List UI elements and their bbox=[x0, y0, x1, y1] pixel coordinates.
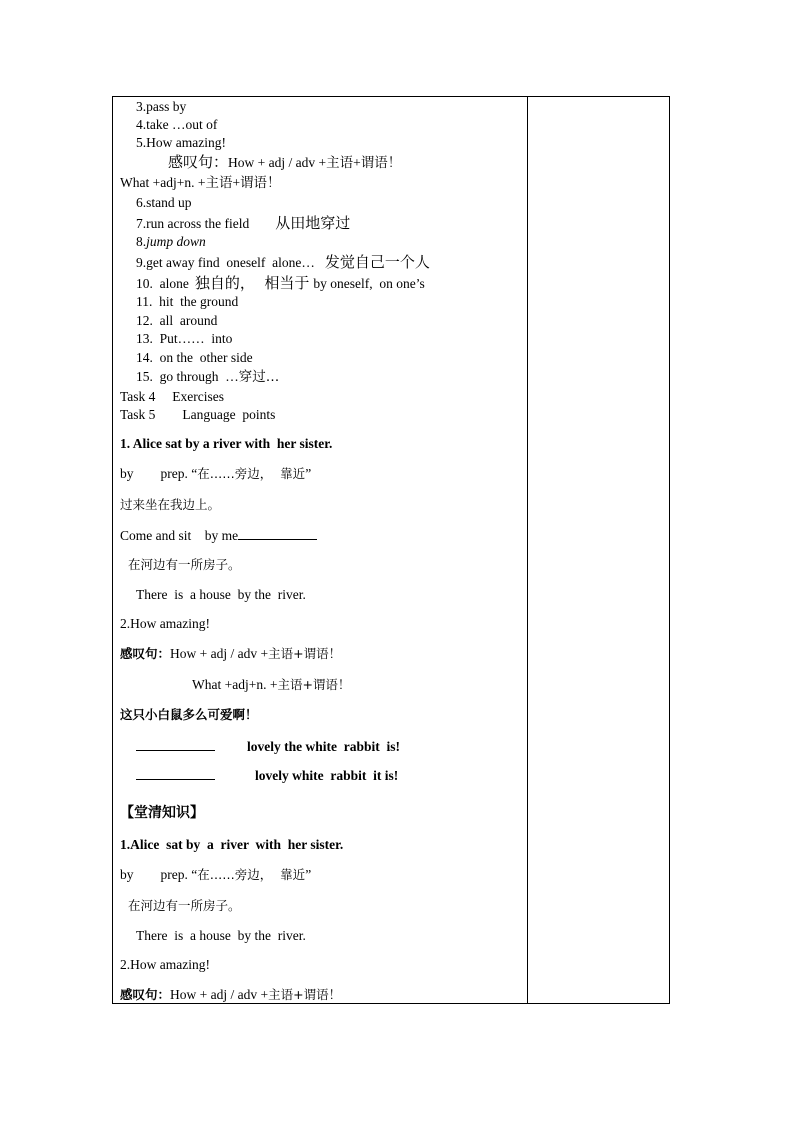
fill-blank-1[interactable] bbox=[136, 738, 215, 751]
item-8-text: jump down bbox=[146, 234, 206, 249]
exclaim2-what-en: What +adj+n. + bbox=[192, 677, 278, 692]
item-6: 6.stand up bbox=[136, 195, 192, 210]
exclaim-what-line: What +adj+n. +主语+谓语！ bbox=[120, 175, 281, 190]
come-sit-text: Come and sit by me bbox=[120, 528, 239, 543]
section-point-1-title: 1.Alice sat by a river with her sister. bbox=[120, 837, 344, 852]
come-sit-en bbox=[120, 527, 317, 544]
section-by-definition bbox=[120, 867, 311, 883]
mouse-sentence-cn: 这只小白鼠多么可爱啊！ bbox=[120, 707, 258, 722]
section-exclaim-tail: 主语+谓语！ bbox=[268, 987, 342, 1002]
item-10-num: 10. alone bbox=[136, 276, 189, 291]
by-definition bbox=[120, 466, 311, 482]
item-15-en: 15. go through … bbox=[136, 369, 239, 384]
item-7-en: 7.run across the field bbox=[136, 216, 250, 231]
item-9 bbox=[136, 254, 430, 271]
fill-text-1: lovely the white rabbit is! bbox=[247, 739, 400, 754]
exclaim2-what-cn: 主语+谓语！ bbox=[277, 677, 351, 692]
house-en: There is a house by the river. bbox=[136, 587, 306, 602]
item-9-en: 9.get away find oneself alone… bbox=[136, 255, 315, 270]
section-house-cn: 在河边有一所房子。 bbox=[128, 898, 241, 913]
fill-line-2 bbox=[136, 767, 398, 784]
item-7-cn: 从田地穿过 bbox=[275, 214, 351, 232]
item-7 bbox=[136, 215, 350, 232]
section-title: 【堂清知识】 bbox=[120, 805, 204, 821]
item-15 bbox=[136, 369, 279, 385]
item-3: 3.pass by bbox=[136, 99, 187, 114]
section-by-en: by prep. “ bbox=[120, 867, 198, 882]
item-8 bbox=[136, 234, 206, 250]
exclaim-how-formula-2 bbox=[120, 646, 341, 662]
item-15-cn: 穿过… bbox=[238, 369, 280, 385]
point-1-title: 1. Alice sat by a river with her sister. bbox=[120, 436, 333, 451]
fill-line-1 bbox=[136, 738, 400, 755]
section-point-2-title: 2.How amazing! bbox=[120, 957, 210, 972]
exclaim-how-label: 感叹句： bbox=[168, 153, 229, 171]
item-9-cn: 发觉自己一个人 bbox=[324, 253, 430, 271]
fill-blank-2[interactable] bbox=[136, 767, 215, 780]
item-10-en: by oneself, on one’s bbox=[313, 276, 425, 291]
item-11: 11. hit the ground bbox=[136, 294, 239, 309]
task-4: Task 4 Exercises bbox=[120, 389, 225, 404]
item-10-cn: 独自的， 相当于 bbox=[194, 274, 310, 292]
by-definition-end: ” bbox=[305, 466, 312, 481]
exclaim-how-line bbox=[168, 154, 401, 171]
section-house-en: There is a house by the river. bbox=[136, 928, 306, 943]
task-5: Task 5 Language points bbox=[120, 407, 276, 422]
come-sit-cn: 过来坐在我边上。 bbox=[120, 497, 221, 512]
item-8-num: 8. bbox=[136, 234, 147, 249]
fill-text-2: lovely white rabbit it is! bbox=[255, 768, 399, 783]
exclaim-what-formula-2 bbox=[192, 677, 350, 693]
by-definition-en: by prep. “ bbox=[120, 466, 198, 481]
exclaim-how-formula: How + adj / adv +主语+谓语！ bbox=[228, 155, 402, 170]
item-10 bbox=[136, 275, 425, 292]
point-2-title: 2.How amazing! bbox=[120, 616, 210, 631]
section-by-end: ” bbox=[305, 867, 312, 882]
item-14: 14. on the other side bbox=[136, 350, 253, 365]
item-5: 5.How amazing! bbox=[136, 135, 226, 150]
exclaim2-tail: 主语+谓语！ bbox=[268, 646, 342, 661]
notes-cell bbox=[528, 97, 669, 1003]
section-exclaim-how-en: How + adj / adv + bbox=[170, 987, 269, 1002]
item-4: 4.take …out of bbox=[136, 117, 218, 132]
item-13: 13. Put…… into bbox=[136, 331, 233, 346]
exclaim2-label: 感叹句： bbox=[120, 646, 171, 661]
item-12: 12. all around bbox=[136, 313, 218, 328]
answer-blank[interactable] bbox=[238, 527, 317, 540]
house-cn: 在河边有一所房子。 bbox=[128, 557, 241, 572]
section-exclaim-label: 感叹句： bbox=[120, 987, 171, 1002]
by-definition-cn: 在……旁边， 靠近 bbox=[197, 466, 306, 481]
exclaim2-how: How + adj / adv + bbox=[170, 646, 269, 661]
section-by-cn: 在……旁边， 靠近 bbox=[197, 867, 306, 882]
section-exclaim-how bbox=[120, 987, 341, 1003]
